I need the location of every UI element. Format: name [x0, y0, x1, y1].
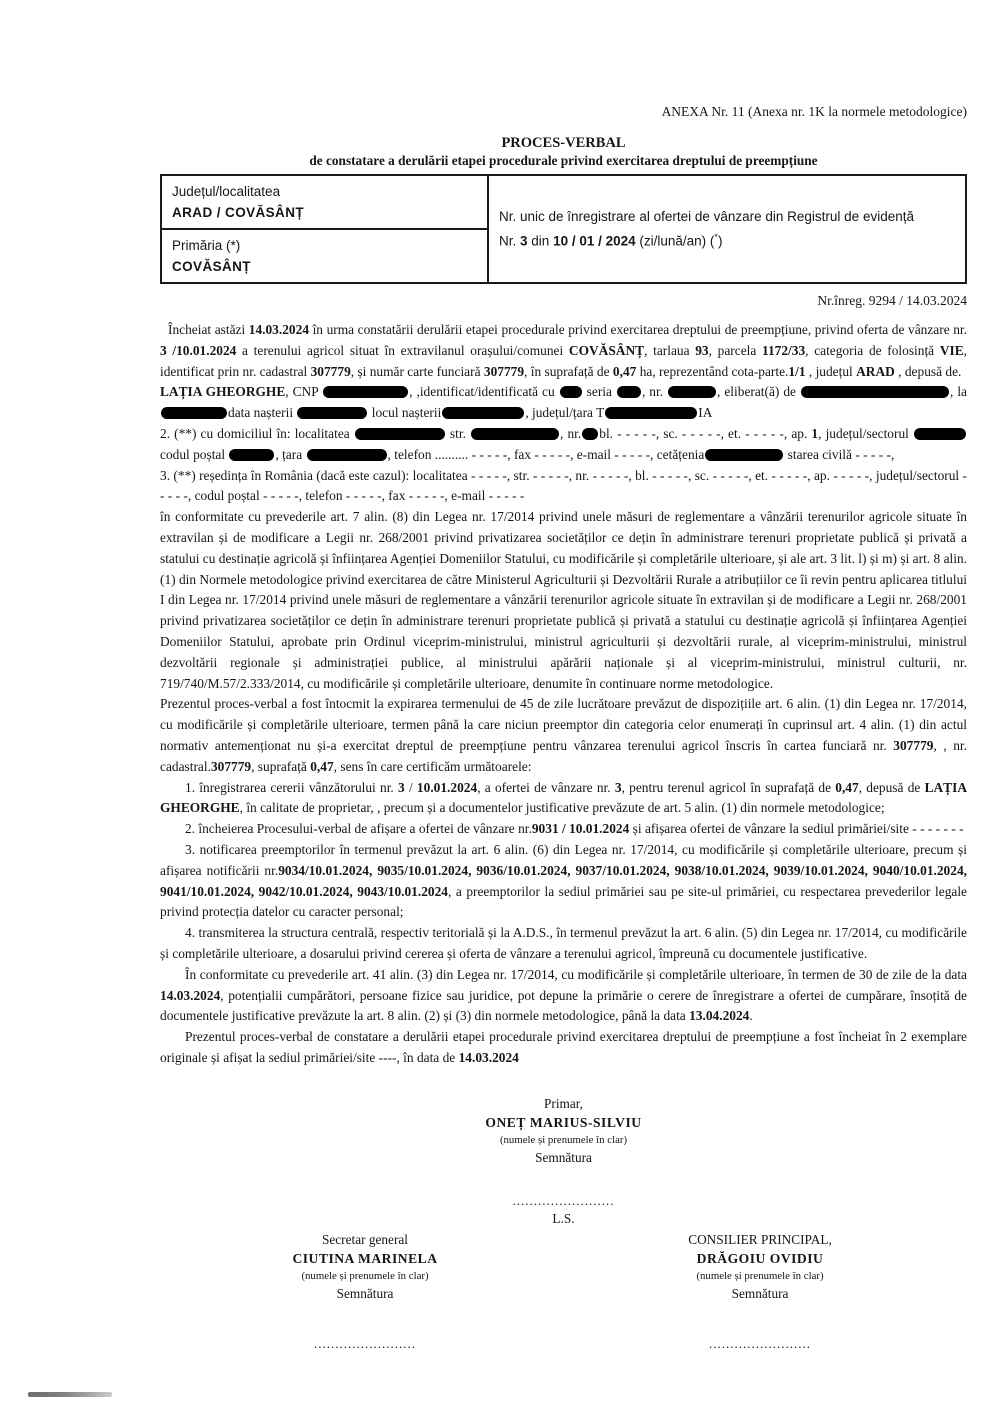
redaction-bar — [297, 407, 367, 419]
registration-info-table — [160, 174, 967, 284]
paragraph: Încheiat astăzi 14.03.2024 în urma constatării derulării etapei procedurale privind exercitarea dreptului de preempțiune, privind oferta de vânzare nr. 3 /10.01.2024 a terenului agricol situat în extravilanul orașului/comunei COVĂSÂNȚ, tarlaua 93, parcela 1172/33, categoria de folosință VIE, identificat prin nr. cadastral 307779, și număr carte funciară 307779, în suprafață de 0,47 ha, reprezentând cota-parte.1/1 , județul ARAD , depusă de. — [160, 322, 967, 379]
scan-artifact — [28, 1392, 112, 1397]
anexa-annotation: ANEXA Nr. 11 (Anexa nr. 1K la normele metodologice) — [661, 104, 967, 119]
primar-signature-line: ........................ — [512, 1192, 615, 1208]
redaction-bar — [229, 449, 274, 461]
paragraph: 2. (**) cu domiciliul în: localitatea str. , nr. bl. - - - - -, sc. - - - - -, et. - - - - -, ap. 1, județul/sectorul codul poștal , țara , telefon .......... - - - - -, fax - - - - -, e-mail - - - - -, cetățenia starea civilă - - - - -, — [160, 424, 967, 466]
redaction-bar — [668, 386, 716, 398]
body-paragraphs — [160, 320, 967, 1069]
document-title: PROCES-VERBAL — [501, 135, 626, 151]
consilier-note: (numele și prenumele în clar) — [696, 1269, 824, 1282]
paragraph: 3. (**) reședința în România (dacă este cazul): localitatea - - - - -, str. - - - - -, nr. - - - - -, bl. - - - - -, sc. - - - - -, et. - - - - -, ap. - - - - -, județul/sectorul - - - - -, codul poștal - - - - -, telefon - - - - -, fax - - - - -, e-mail - - - - - — [160, 467, 967, 504]
city-hall-label: Primăria (*) — [172, 238, 241, 253]
county-locality-cell — [161, 175, 488, 229]
signature-block-primar — [160, 1096, 967, 1227]
redaction-bar — [914, 428, 966, 440]
paragraph: LAȚIA GHEORGHE, CNP , ,identificat/identificată cu seria , nr. , eliberat(ă) de , la data nașterii locul nașterii , județul/țara T IA — [160, 384, 967, 421]
redaction-bar — [442, 407, 524, 419]
redaction-bar — [801, 386, 949, 398]
ls-stamp-label: L.S. — [552, 1210, 575, 1226]
redaction-bar — [355, 428, 445, 440]
consilier-signature-line: ........................ — [709, 1335, 811, 1351]
paragraph: 2. încheierea Procesului-verbal de afișare a ofertei de vânzare nr.9031 / 10.01.2024 și afișarea ofertei de vânzare la sediul primăriei/site - - - - - - - — [185, 821, 964, 837]
secretar-signature-label: Semnătura — [336, 1285, 394, 1301]
document-subtitle: de constatare a derulării etapei procedurale privind exercitarea dreptului de preempțiune — [309, 153, 818, 168]
signature-block-consilier — [620, 1232, 900, 1352]
signature-row — [160, 1232, 967, 1412]
consilier-role: CONSILIER PRINCIPAL, — [688, 1231, 832, 1247]
county-locality-label: Județul/localitatea — [172, 184, 281, 199]
city-hall-value: COVĂSÂNȚ — [172, 259, 251, 274]
redaction-bar — [471, 428, 559, 440]
redaction-bar — [161, 407, 227, 419]
redaction-bar — [307, 449, 387, 461]
consilier-signature-label: Semnătura — [731, 1285, 789, 1301]
paragraph: În conformitate cu prevederile art. 41 alin. (3) din Legea nr. 17/2014, cu modificările și completările ulterioare, în termen de 30 de zile de la data 14.03.2024, potențialii cumpărători, persoane fizice sau juridice, pot depune la primărie o cerere de înregistrare a ofertei de cumpărare, însoțită de documentele justificative prevăzute la art. 8 alin. (2) și (3) din normele metodologice, până la data 13.04.2024. — [160, 966, 967, 1024]
paragraph: 3. notificarea preemptorilor în termenul prevăzut la art. 6 alin. (6) din Legea nr. 17/2014, cu modificările și completările ulterioare, precum și afișarea notificării nr.9034/10.01.2024, 9035/10.01.2024, 9036/10.01.2024, 9037/10.01.2024, 9038/10.01.2024, 9039/10.01.2024, 9040/10.01.2024, 9041/10.01.2024, 9042/10.01.2024, 9043/10.01.2024, a preemptorilor la sediul primăriei sau pe site-ul primăriei, cu respectarea prevederilor legale privind protecția datelor cu caracter personal; — [160, 841, 967, 920]
primar-name: ONEȚ MARIUS-SILVIU — [485, 1114, 642, 1130]
internal-registration-note: Nr.înreg. 9294 / 14.03.2024 — [817, 293, 967, 308]
paragraph: Prezentul proces-verbal de constatare a derulării etapei procedurale privind exercitarea dreptului de preempțiune a fost încheiat în 2 exemplare originale și afișat la sediul primăriei/site ----, în data de 14.03.2024 — [160, 1029, 967, 1065]
redaction-bar — [605, 407, 697, 419]
paragraph: în conformitate cu prevederile art. 7 alin. (8) din Legea nr. 17/2014 privind unele măsuri de reglementare a vânzării terenurilor agricole situate în extravilan și de modificare a Legii nr. 268/2001 privind privatizarea societăților ce dețin în administrare terenuri proprietate publică și privată a statului cu destinație agricolă și înființarea Agenției Domeniilor Statului, cu modificările și completările ulterioare, și ale art. 3 lit. l) și m) și art. 8 alin. (1) din Normele metodologice privind exercitarea de către Ministerul Agriculturii și Dezvoltării Rurale a atribuțiilor ce îi revin pentru aplicarea titlului I din Legea nr. 17/2014 privind unele măsuri de reglementare a vânzării terenurilor agricole situate în extravilan și de modificare a Legii nr. 268/2001 privind privatizarea societăților ce dețin în administrare terenuri proprietate publică și privată a statului cu destinație agricolă și înființarea Agenției Domeniilor Statului, aprobate prin Ordinul viceprim-ministrului, ministrul agriculturii și dezvoltării rurale, al viceprim-ministrului, ministrul dezvoltării regionale și administrației publice, al ministrului apărării naționale și al viceprim-ministrului, ministrul culturii, nr. 719/740/M.57/2.333/2014, cu modificările și completările ulterioare, denumite în continuare norme metodologice. — [160, 509, 967, 691]
secretar-signature-line: ........................ — [314, 1335, 416, 1351]
paragraph: Prezentul proces-verbal a fost întocmit la expirarea termenului de 45 de zile lucrătoare prevăzut de dispozițiile art. 6 alin. (1) din Legea nr. 17/2014, cu modificările și completările ulterioare, termen până la care niciun preemptor din categoria celor enumerați în cuprinsul art. 4 alin. (1) din actul normativ antemenționat nu și-a exercitat dreptul de preempțiune pentru vânzarea terenului agricol înscris în cartea funciară nr. 307779, , nr. cadastral.307779, suprafață 0,47, sens în care certificăm următoarele: — [160, 696, 968, 774]
primar-signature-label: Semnătura — [535, 1149, 592, 1165]
consilier-name: DRĂGOIU OVIDIU — [696, 1250, 824, 1266]
secretar-note: (numele și prenumele în clar) — [301, 1269, 429, 1282]
redaction-bar — [617, 386, 641, 398]
redaction-bar — [323, 386, 408, 398]
registration-number-label: Nr. unic de înregistrare al ofertei de vânzare din Registrul de evidență — [499, 209, 914, 225]
redaction-bar — [705, 449, 783, 461]
registration-number-value: Nr. 3 din 10 / 01 / 2024 (zi/lună/an) (*) — [499, 232, 723, 249]
secretar-name: CIUTINA MARINELA — [292, 1250, 438, 1266]
primar-note: (numele și prenumele în clar) — [499, 1133, 628, 1146]
redaction-bar — [582, 428, 598, 440]
registration-number-cell — [488, 175, 966, 283]
paragraph: 4. transmiterea la structura centrală, respectiv teritorială și la A.D.S., în termenul prevăzut la art. 6 alin. (5) din Legea nr. 17/2014, cu modificările și completările ulterioare, a dosarului privind cererea și oferta de vânzare a terenului agricol, împreună cu documentele justificative. — [160, 925, 967, 961]
document-content — [160, 0, 967, 1412]
paragraph: 1. înregistrarea cererii vânzătorului nr. 3 / 10.01.2024, a ofertei de vânzare nr. 3, pentru terenul agricol în suprafață de 0,47, depusă de LAȚIA GHEORGHE, în calitate de proprietar, , precum și a documentelor justificative prevăzute de art. 5 alin. (1) din normele metodologice; — [160, 779, 967, 816]
redaction-bar — [560, 386, 582, 398]
county-locality-value: ARAD / COVĂSÂNȚ — [172, 205, 305, 220]
city-hall-cell — [161, 229, 488, 283]
signature-block-secretar — [225, 1232, 505, 1352]
primar-role: Primar, — [544, 1095, 583, 1111]
secretar-role: Secretar general — [321, 1231, 408, 1247]
